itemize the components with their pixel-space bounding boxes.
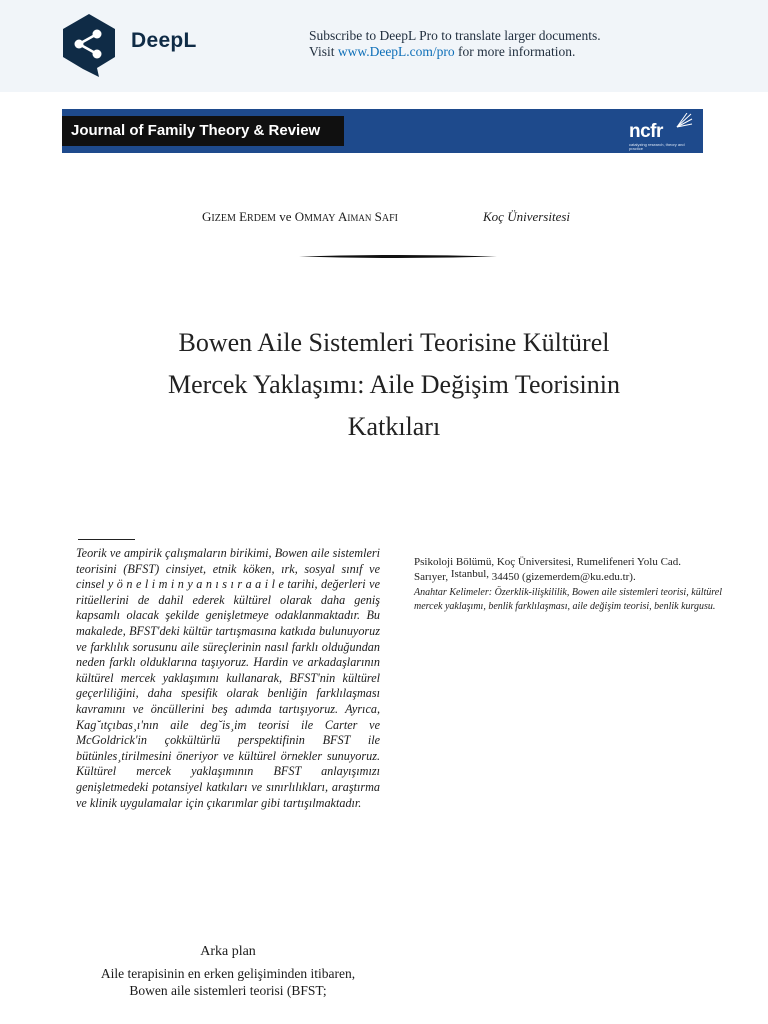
abstract-text: Teorik ve ampirik çalışmaların birikimi, Bowen aile sistemleri teorisini (BFST) cinsiyet, etnik köken, ırk, sosyal sınıf ve cinsel y ö n e l i m i n y a n ı s ı r a a i l e tarihi, değerleri ve ritüellerini de dahil ederek kültürel olarak daha geniş kapsamlı olacak şekilde genişletmeye odaklanmaktadır. Bu makalede, BFST'deki kültür tartışmasına katkıda bulunuyoruz ve farklılık sorusunu aile süreçlerinin nasıl farklı olduğundan neden farklı olduklarına taşıyoruz. Hardin ve arkadaşlarının kültürel mercek yaklaşımını kullanarak, BFST'nin kültürel geçerliliğini, daha spesifik olarak benliğin farklılaşması kavramını ve öncüllerini beş adımda tartışıyoruz. Ayrıca, Kag˘ıtçıbas¸ı'nın aile deg˘is¸im teorisi ile Carter ve McGoldrick'in çokkültürlü perspektifinin BFST ile bütünles¸tirilmesini öneriyor ve kültürel örnekler sunuyoruz. Kültürel mercek yaklaşımının BFST anlayışımızı genişletmedeki potansiyel katkıları ve sınırlılıkları, araştırma ve klinik uygulamalar için çıkarımlar gibi tartışılmaktadır.	[76, 546, 380, 810]
ncfr-logo-text: ncfr	[629, 121, 663, 142]
title-line-3: Katkıları	[347, 412, 441, 441]
title-line-2: Mercek Yaklaşımı: Aile Değişim Teorisinin	[168, 370, 620, 399]
journal-title: Journal of Family Theory & Review	[62, 116, 344, 146]
section-heading-background: Arka plan	[200, 944, 256, 959]
promo-line-1: Subscribe to DeepL Pro to translate larger documents.	[309, 28, 601, 43]
deepl-pro-link[interactable]: www.DeepL.com/pro	[337, 44, 455, 59]
promo-visit-text: Visit	[309, 44, 335, 59]
deepl-banner	[0, 0, 768, 92]
deepl-promo	[309, 28, 601, 60]
promo-line-2	[309, 44, 601, 60]
author-1: GIZEM ERDEM	[202, 209, 276, 224]
address-line-2: Sarıyer, Istanbul, 34450 (gizemerdem@ku.edu.tr).	[414, 567, 636, 583]
author-affiliation: Koç Üniversitesi	[483, 209, 571, 224]
keywords: Anahtar Kelimeler: Özerklik-ilişkililik, Bowen aile sistemleri teorisi, kültürel mercek yaklaşımı, benlik farklılaşması, aile değişim teorisi, benlik kurgusu.	[414, 587, 722, 612]
author-connector: ve	[279, 209, 292, 224]
address-line-1: Psikoloji Bölümü, Koç Üniversitesi, Rumelifeneri Yolu Cad.	[414, 556, 682, 568]
title-ornament-rule	[299, 254, 497, 259]
promo-tail-text: for more information.	[458, 44, 576, 59]
deepl-brand-name[interactable]: DeepL	[131, 29, 197, 52]
author-line	[202, 209, 398, 225]
ncfr-burst-icon	[673, 113, 693, 129]
deepl-share-icon[interactable]	[59, 12, 119, 78]
background-line-1: Aile terapisinin en erken gelişiminden itibaren,	[100, 966, 356, 981]
abstract-top-rule	[78, 539, 135, 540]
background-line-2: Bowen aile sistemleri teorisi (BFST;	[129, 982, 327, 998]
background-paragraph	[76, 966, 380, 999]
author-2: OMMAY Aiman SAFI	[294, 209, 398, 224]
article-title	[104, 322, 684, 448]
title-line-1: Bowen Aile Sistemleri Teorisine Kültürel	[178, 328, 610, 357]
journal-header-bar	[62, 109, 703, 153]
ncfr-logo	[629, 113, 693, 151]
ncfr-tagline: catalyzing research, theory and practice	[629, 142, 685, 151]
author-address-note	[414, 555, 722, 584]
